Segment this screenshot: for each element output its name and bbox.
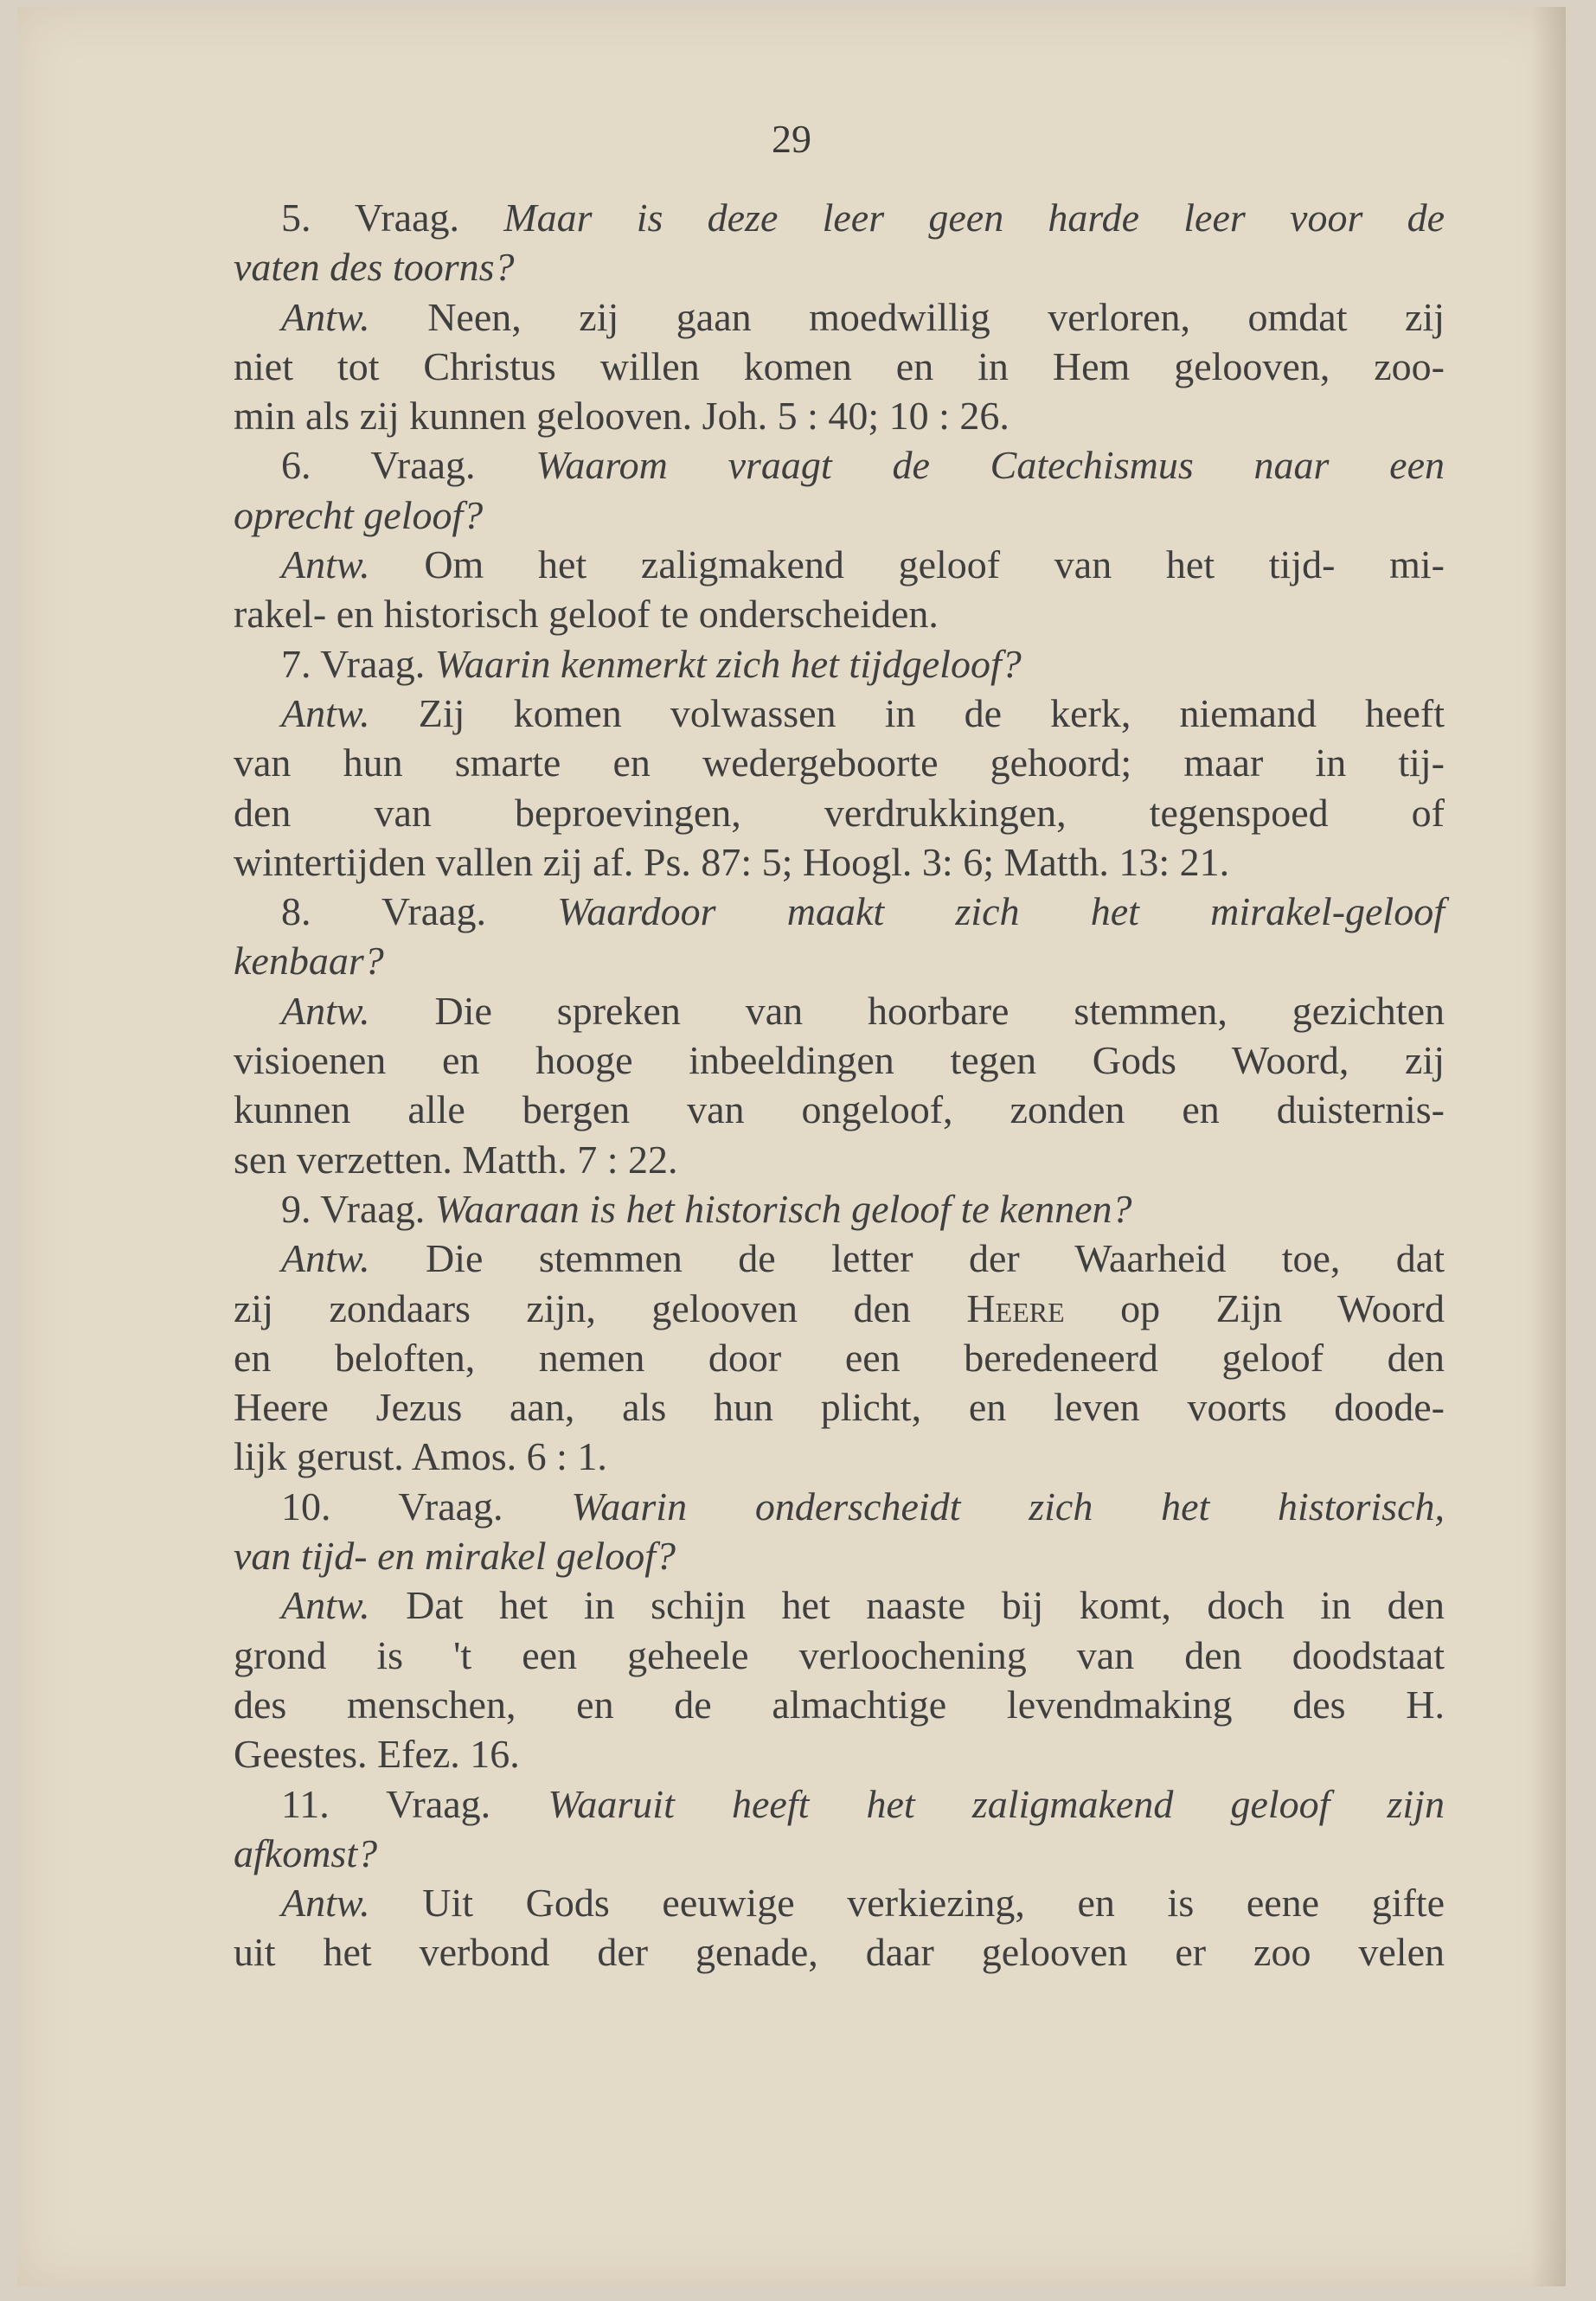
italic-segment: Antw.	[281, 988, 370, 1033]
text-segment: des menschen, en de almachtige levendmaking des H.	[234, 1682, 1445, 1727]
italic-segment: Waaruit heeft het zaligmakend geloof zijn	[548, 1781, 1445, 1826]
text-line	[234, 193, 1445, 242]
text-line	[234, 1531, 1445, 1580]
text-line	[234, 1234, 1445, 1283]
text-segment: Geestes. Efez. 16.	[234, 1732, 520, 1777]
text-segment: 5. Vraag.	[281, 195, 504, 240]
text-segment: den van beproevingen, verdrukkingen, tegenspoed of	[234, 790, 1445, 835]
text-line	[234, 1829, 1445, 1878]
text-line	[234, 589, 1445, 638]
text-line	[234, 391, 1445, 440]
text-segment: Neen, zij gaan moedwillig verloren, omdat zij	[369, 294, 1445, 339]
text-segment: Die spreken van hoorbare stemmen, gezichten	[369, 988, 1445, 1033]
text-line	[234, 1631, 1445, 1680]
text-line	[234, 639, 1445, 689]
text-line	[234, 1432, 1445, 1481]
text-segment: 8. Vraag.	[281, 889, 558, 934]
italic-segment: Antw.	[281, 542, 370, 587]
text-line	[234, 1580, 1445, 1630]
text-line	[234, 1878, 1445, 1927]
text-line	[234, 837, 1445, 887]
text-line	[234, 738, 1445, 787]
text-segment: lijk gerust. Amos. 6 : 1.	[234, 1434, 607, 1479]
text-line	[234, 242, 1445, 292]
italic-segment: Antw.	[281, 294, 370, 339]
text-segment: min als zij kunnen gelooven. Joh. 5 : 40; 10 : 26.	[234, 394, 1010, 439]
text-line	[234, 440, 1445, 490]
text-line	[234, 1482, 1445, 1531]
text-line	[234, 788, 1445, 837]
italic-segment: Maar is deze leer geen harde leer voor de	[503, 195, 1445, 240]
italic-segment: Waardoor maakt zich het mirakel-geloof	[557, 889, 1445, 934]
italic-segment: Antw.	[281, 1881, 370, 1926]
text-line	[234, 986, 1445, 1035]
italic-segment: oprecht geloof?	[234, 492, 484, 537]
italic-segment: Antw.	[281, 690, 370, 735]
text-line	[234, 342, 1445, 391]
text-segment: en beloften, nemen door een beredeneerd geloof den	[234, 1335, 1445, 1380]
text-segment: rakel- en historisch geloof te onderscheiden.	[234, 592, 939, 637]
italic-segment: Waaraan is het historisch geloof te kennen?	[434, 1186, 1132, 1231]
italic-segment: kenbaar?	[234, 939, 384, 984]
text-line	[234, 292, 1445, 342]
text-line	[234, 1135, 1445, 1184]
text-segment: 10. Vraag.	[281, 1484, 572, 1529]
text-segment: sen verzetten. Matth. 7 : 22.	[234, 1137, 678, 1182]
italic-segment: Antw.	[281, 1583, 370, 1628]
text-segment: 7. Vraag.	[281, 641, 435, 686]
text-segment: 6. Vraag.	[281, 443, 536, 488]
text-line	[234, 1680, 1445, 1729]
text-segment: visioenen en hooge inbeeldingen tegen Gods Woord, zij	[234, 1038, 1445, 1083]
text-segment: uit het verbond der genade, daar gelooven er zoo velen	[234, 1930, 1445, 1975]
text-segment: Uit Gods eeuwige verkiezing, en is eene gifte	[369, 1881, 1445, 1926]
page-number: 29	[772, 117, 811, 161]
italic-segment: afkomst?	[234, 1830, 378, 1875]
text-segment: Heere	[966, 1285, 1065, 1330]
text-line	[234, 1729, 1445, 1779]
text-line	[234, 490, 1445, 540]
book-page	[17, 7, 1566, 2286]
text-line	[234, 1333, 1445, 1382]
text-line	[234, 1085, 1445, 1134]
catechism-text	[234, 193, 1445, 1977]
italic-segment: Waarom vraagt de Catechismus naar een	[535, 443, 1445, 488]
text-line	[234, 1184, 1445, 1234]
text-segment: 11. Vraag.	[281, 1781, 548, 1826]
text-segment: grond is 't een geheele verloochening van den doodstaat	[234, 1632, 1445, 1677]
italic-segment: Antw.	[281, 1236, 370, 1281]
text-segment: 9. Vraag.	[281, 1186, 435, 1231]
text-line	[234, 1779, 1445, 1829]
text-line	[234, 887, 1445, 936]
text-line	[234, 1284, 1445, 1333]
text-segment: Dat het in schijn het naaste bij komt, doch in den	[369, 1583, 1445, 1628]
italic-segment: van tijd- en mirakel geloof?	[234, 1534, 676, 1579]
italic-segment: Waarin onderscheidt zich het historisch,	[571, 1484, 1445, 1529]
text-segment: van hun smarte en wedergeboorte gehoord; maar in tij-	[234, 740, 1445, 785]
text-segment: zij zondaars zijn, gelooven den	[234, 1285, 967, 1330]
text-segment: Zij komen volwassen in de kerk, niemand heeft	[369, 690, 1445, 735]
text-line	[234, 1382, 1445, 1432]
text-line	[234, 936, 1445, 985]
text-segment: wintertijden vallen zij af. Ps. 87: 5; Hoogl. 3: 6; Matth. 13: 21.	[234, 839, 1230, 884]
text-segment: kunnen alle bergen van ongeloof, zonden en duisternis-	[234, 1087, 1445, 1132]
page-edge-shadow	[1531, 7, 1566, 2286]
text-line	[234, 1927, 1445, 1977]
text-segment: Heere Jezus aan, als hun plicht, en leven voorts doode-	[234, 1385, 1445, 1430]
text-segment: op Zijn Woord	[1064, 1285, 1445, 1330]
text-line	[234, 1035, 1445, 1085]
text-line	[234, 689, 1445, 738]
text-line	[234, 540, 1445, 589]
text-segment: Om het zaligmakend geloof van het tijd- mi-	[369, 542, 1445, 587]
italic-segment: vaten des toorns?	[234, 245, 515, 290]
text-segment: Die stemmen de letter der Waarheid toe, dat	[369, 1236, 1445, 1281]
italic-segment: Waarin kenmerkt zich het tijdgeloof?	[434, 641, 1022, 686]
text-segment: niet tot Christus willen komen en in Hem gelooven, zoo-	[234, 343, 1445, 388]
